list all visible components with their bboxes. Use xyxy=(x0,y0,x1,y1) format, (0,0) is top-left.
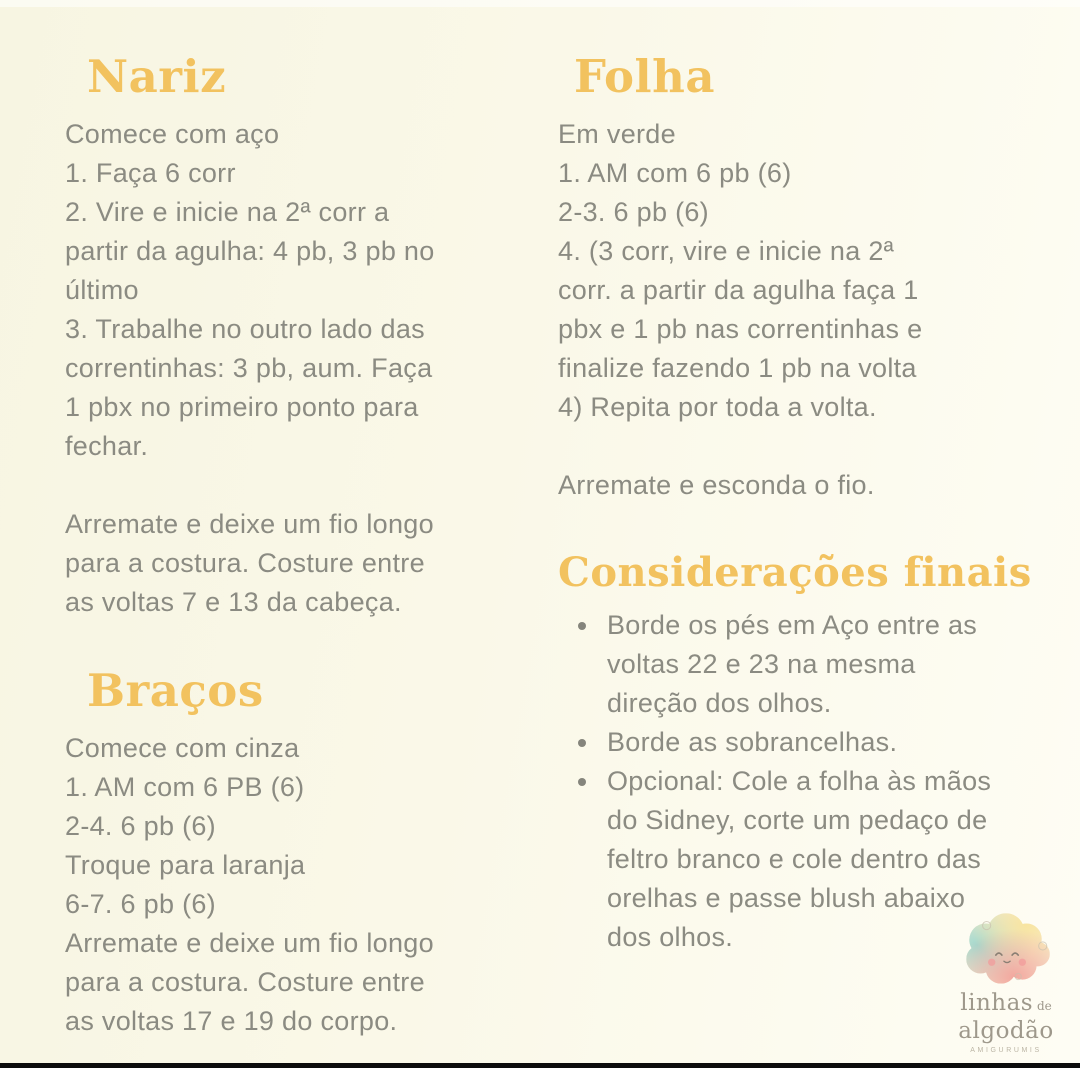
pattern-line xyxy=(65,466,533,505)
pattern-line: pbx e 1 pb nas correntinhas e xyxy=(558,314,923,345)
logo-word-algodao: algodão xyxy=(958,1018,1054,1044)
pattern-line: 1. Faça 6 corr xyxy=(65,158,236,189)
cloud-mascot-icon xyxy=(955,909,1057,989)
bottom-edge-bar xyxy=(0,1063,1080,1068)
pattern-line: correntinhas: 3 pb, aum. Faça xyxy=(65,353,433,384)
pattern-line xyxy=(558,427,1036,466)
pattern-line: para a costura. Costure entre xyxy=(65,967,425,998)
bullet-item: Borde os pés em Aço entre as voltas 22 e 23 na mesma direção dos olhos. xyxy=(558,606,1007,723)
right-column xyxy=(558,50,1036,957)
logo-tagline: AMIGURUMIS xyxy=(970,1047,1042,1054)
bullet-item: Borde as sobrancelhas. xyxy=(558,723,1007,762)
logo-title-line1 xyxy=(938,991,1074,1019)
top-edge-highlight xyxy=(0,0,1080,7)
section-body-folha xyxy=(558,115,1036,505)
pattern-line: Comece com cinza xyxy=(65,733,300,764)
section-title-consideracoes: Considerações finais xyxy=(558,549,1032,597)
pattern-line: 4) Repita por toda a volta. xyxy=(558,392,877,423)
pattern-line: 2-3. 6 pb (6) xyxy=(558,197,709,228)
pattern-line: Comece com aço xyxy=(65,119,280,150)
section-title-bracos: Braços xyxy=(87,664,264,718)
bullet-item: Opcional: Cole a folha às mãos do Sidney, corte um pedaço de feltro branco e cole dentro das orelhas e passe blush abaixo dos olhos. xyxy=(558,762,1007,957)
section-body-nariz xyxy=(65,115,533,622)
logo-word-de: de xyxy=(1036,999,1052,1013)
pattern-line: partir da agulha: 4 pb, 3 pb no xyxy=(65,236,435,267)
section-title-nariz: Nariz xyxy=(87,50,227,103)
pattern-line: as voltas 7 e 13 da cabeça. xyxy=(65,587,402,618)
pattern-line: 4. (3 corr, vire e inicie na 2ª xyxy=(558,236,894,267)
brand-logo xyxy=(938,909,1074,1054)
pattern-line: Troque para laranja xyxy=(65,850,306,881)
pattern-line: 1. AM com 6 PB (6) xyxy=(65,772,305,803)
logo-title-line2 xyxy=(938,1019,1074,1044)
pattern-line: 2. Vire e inicie na 2ª corr a xyxy=(65,197,390,228)
pattern-line: as voltas 17 e 19 do corpo. xyxy=(65,1006,398,1037)
section-title-folha: Folha xyxy=(574,50,715,103)
pattern-line: 2-4. 6 pb (6) xyxy=(65,811,216,842)
pattern-line: 1. AM com 6 pb (6) xyxy=(558,158,792,189)
pattern-line: corr. a partir da agulha faça 1 xyxy=(558,275,919,306)
pattern-line: Arremate e deixe um fio longo xyxy=(65,928,434,959)
pattern-line: para a costura. Costure entre xyxy=(65,548,425,579)
pattern-line: 3. Trabalhe no outro lado das xyxy=(65,314,425,345)
pattern-line: 1 pbx no primeiro ponto para xyxy=(65,392,419,423)
pattern-line: fechar. xyxy=(65,431,149,462)
logo-word-linhas: linhas xyxy=(960,990,1034,1016)
left-column xyxy=(65,50,533,1041)
pattern-line: 6-7. 6 pb (6) xyxy=(65,889,216,920)
section-body-bracos xyxy=(65,729,533,1041)
section-body-consideracoes xyxy=(558,606,1036,957)
pattern-line: Arremate e esconda o fio. xyxy=(558,470,875,501)
pattern-line: último xyxy=(65,275,139,306)
pattern-line: finalize fazendo 1 pb na volta xyxy=(558,353,917,384)
pattern-line: Arremate e deixe um fio longo xyxy=(65,509,434,540)
pattern-line: Em verde xyxy=(558,119,676,150)
